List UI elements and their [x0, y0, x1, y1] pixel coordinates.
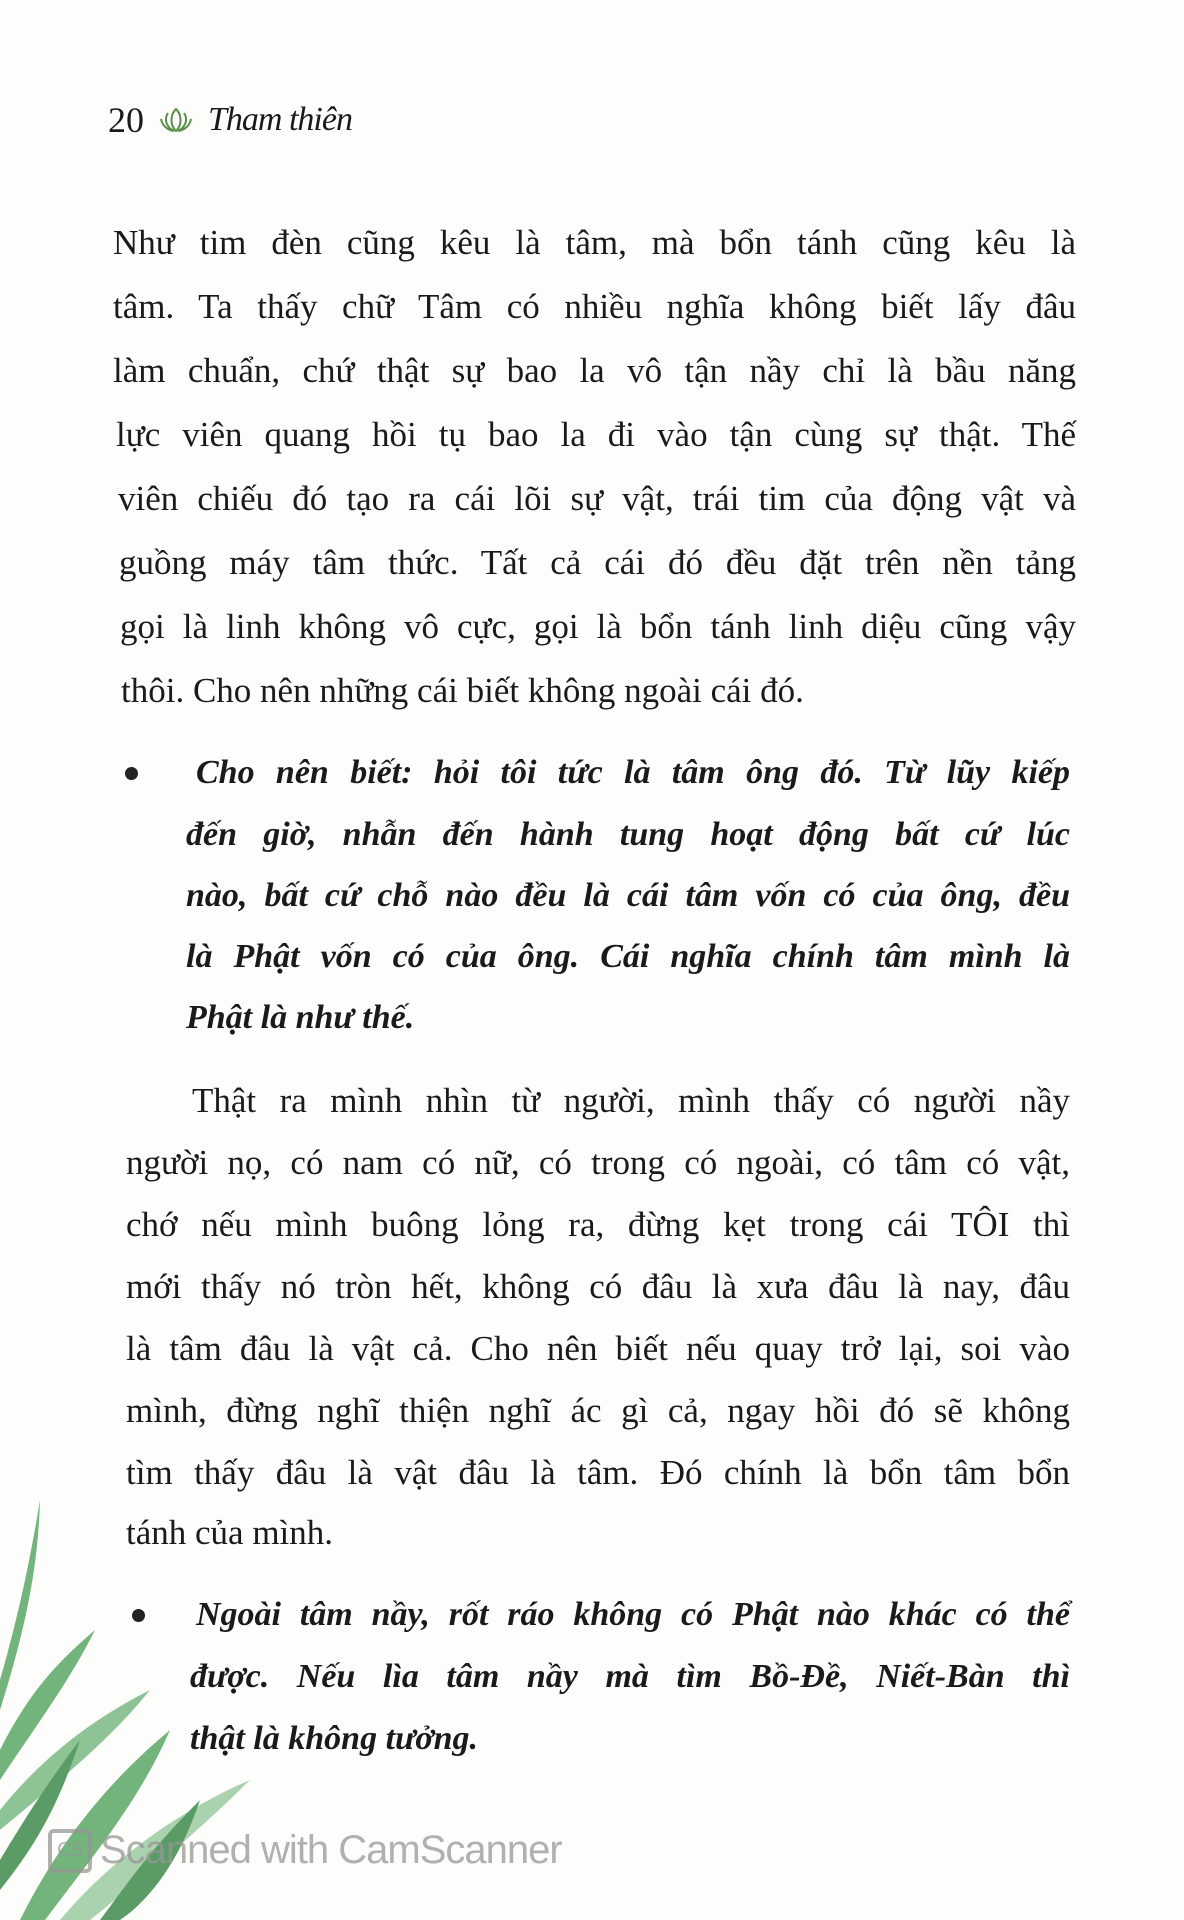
page-number: 20 [108, 100, 144, 140]
text-line: Như tim đèn cũng kêu là tâm, mà bổn tánh cũng kêu là [113, 223, 1076, 262]
running-header [108, 98, 352, 142]
text-line: thôi. Cho nên những cái biết không ngoài cái đó. [121, 671, 804, 710]
text-line: được. Nếu lìa tâm nầy mà tìm Bồ-Đề, Niết-Bàn thì [190, 1658, 1070, 1695]
text-line: Cho nên biết: hỏi tôi tức là tâm ông đó. Từ lũy kiếp [196, 754, 1070, 791]
text-line: tâm. Ta thấy chữ Tâm có nhiều nghĩa không biết lấy đâu [113, 287, 1076, 326]
text-line: chớ nếu mình buông lỏng ra, đừng kẹt trong cái TÔI thì [126, 1205, 1070, 1244]
text-line: viên chiếu đó tạo ra cái lõi sự vật, trái tim của động vật và [118, 479, 1076, 518]
text-line: Ngoài tâm nầy, rốt ráo không có Phật nào khác có thể [196, 1596, 1070, 1633]
text-line: lực viên quang hồi tụ bao la đi vào tận cùng sự thật. Thế [116, 415, 1076, 454]
text-line: Thật ra mình nhìn từ người, mình thấy có người nầy [192, 1081, 1070, 1120]
camscanner-logo-icon: CS [48, 1829, 92, 1873]
bullet-dot [125, 767, 138, 780]
text-line: làm chuẩn, chứ thật sự bao la vô tận nầy chỉ là bầu năng [113, 351, 1076, 390]
text-line: guồng máy tâm thức. Tất cả cái đó đều đặt trên nền tảng [119, 543, 1076, 582]
text-line: là Phật vốn có của ông. Cái nghĩa chính tâm mình là [186, 938, 1070, 975]
watermark-text: Scanned with CamScanner [100, 1828, 562, 1872]
lotus-icon [158, 105, 194, 135]
text-line: người nọ, có nam có nữ, có trong có ngoài, có tâm có vật, [126, 1143, 1070, 1182]
text-line: đến giờ, nhẫn đến hành tung hoạt động bất cứ lúc [186, 816, 1070, 853]
text-line: Phật là như thế. [186, 999, 415, 1036]
text-line: tìm thấy đâu là vật đâu là tâm. Đó chính là bổn tâm bổn [126, 1453, 1070, 1492]
text-line: thật là không tưởng. [190, 1720, 479, 1757]
text-line: tánh của mình. [126, 1513, 334, 1552]
text-line: gọi là linh không vô cực, gọi là bổn tánh linh diệu cũng vậy [120, 607, 1076, 646]
bullet-dot [132, 1609, 145, 1622]
text-line: là tâm đâu là vật cả. Cho nên biết nếu quay trở lại, soi vào [126, 1329, 1070, 1368]
text-line: mới thấy nó tròn hết, không có đâu là xưa đâu là nay, đâu [126, 1267, 1070, 1306]
book-title: Tham thiên [208, 101, 352, 138]
text-line: mình, đừng nghĩ thiện nghĩ ác gì cả, ngay hồi đó sẽ không [126, 1391, 1070, 1430]
camscanner-watermark [48, 1828, 562, 1873]
text-line: nào, bất cứ chỗ nào đều là cái tâm vốn có của ông, đều [186, 877, 1070, 914]
